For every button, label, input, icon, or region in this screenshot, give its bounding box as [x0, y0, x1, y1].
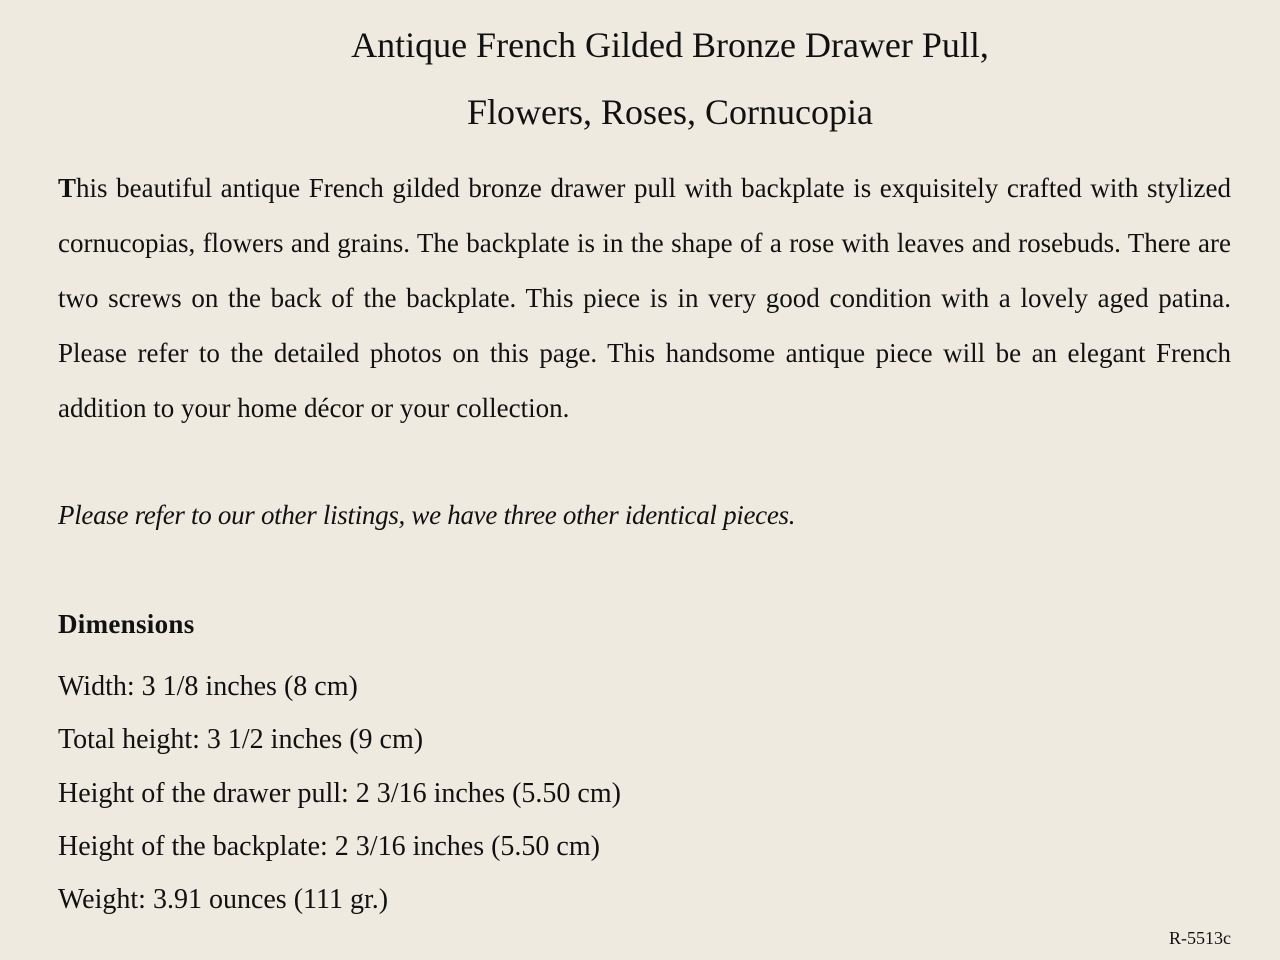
- reference-code: R-5513c: [1169, 928, 1231, 948]
- description-first-letter: T: [58, 173, 77, 203]
- product-description: [58, 161, 1231, 436]
- other-listings-note: Please refer to our other listings, we have three other identical pieces.: [58, 500, 796, 530]
- page-title-line-2: Flowers, Roses, Cornucopia: [467, 92, 873, 132]
- dimensions-heading: Dimensions: [58, 609, 195, 639]
- dimension-width: Width: 3 1/8 inches (8 cm): [58, 671, 358, 702]
- dimension-drawer-pull-height: Height of the drawer pull: 2 3/16 inches (5.50 cm): [58, 777, 621, 809]
- dimension-total-height: Total height: 3 1/2 inches (9 cm): [58, 724, 424, 756]
- dimension-weight: Weight: 3.91 ounces (111 gr.): [58, 884, 389, 916]
- dimensions-list: [58, 660, 621, 926]
- dimension-backplate-height: Height of the backplate: 2 3/16 inches (5.50 cm): [58, 830, 600, 862]
- page-title-line-1: Antique French Gilded Bronze Drawer Pull,: [351, 25, 989, 65]
- description-text: his beautiful antique French gilded bronze drawer pull with backplate is exquisitely crafted with stylized cornucopias, flowers and grains. The backplate is in the shape of a rose with leaves and rosebuds. There are two screws on the back of the backplate. This piece is in very good condition with a lovely aged patina. Please refer to the detailed photos on this page. This handsome antique piece will be an elegant French addition to your home décor or your collection.: [58, 173, 1231, 423]
